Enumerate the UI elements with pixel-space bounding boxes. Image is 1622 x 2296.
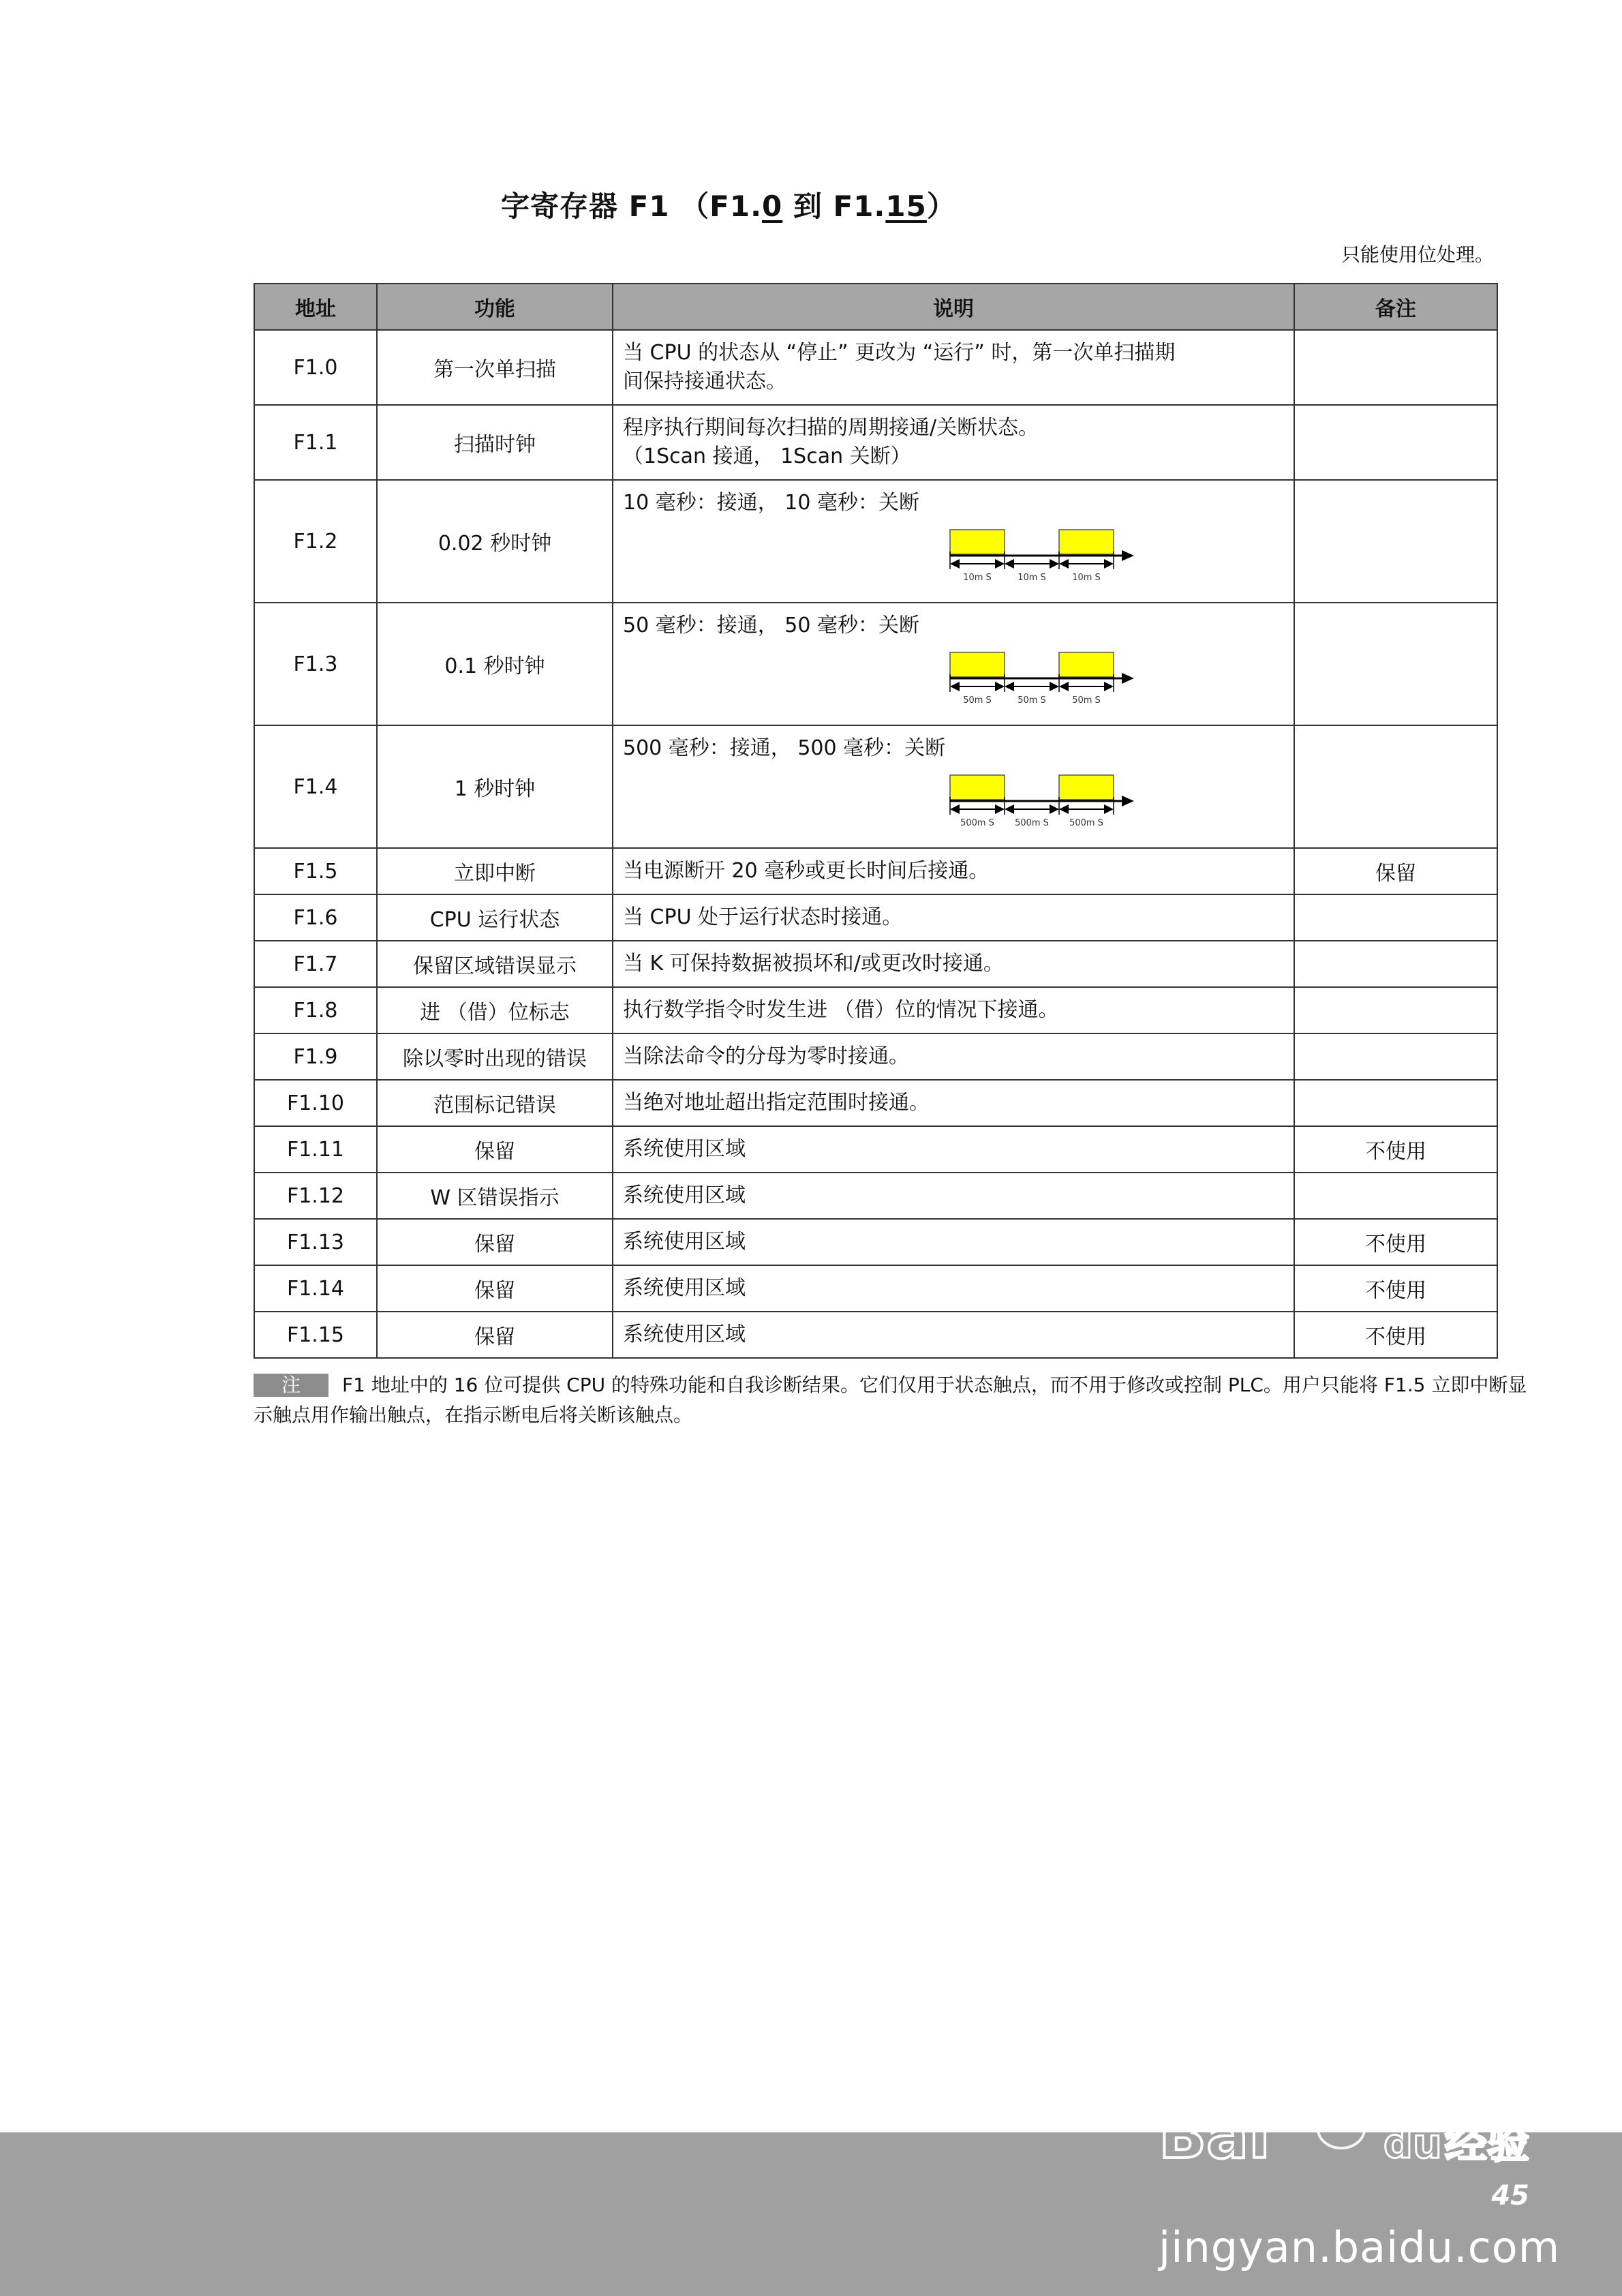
cell-remark bbox=[1294, 1080, 1497, 1126]
pulse-on bbox=[1059, 775, 1114, 800]
interval-arrow-icon bbox=[1059, 682, 1069, 691]
table-row bbox=[254, 1265, 1497, 1312]
cell-address: F1.0 bbox=[254, 330, 377, 405]
f1-register-table bbox=[254, 283, 1498, 1359]
interval-arrow-icon bbox=[1059, 804, 1069, 814]
cell-remark: 不使用 bbox=[1294, 1312, 1497, 1358]
cell-function: 扫描时钟 bbox=[377, 405, 613, 480]
baidu-jingyan-watermark-logo bbox=[1152, 2069, 1533, 2171]
table-row bbox=[254, 480, 1497, 603]
table-row bbox=[254, 941, 1497, 987]
desc-line: 程序执行期间每次扫描的周期接通/关断状态。 bbox=[623, 416, 1039, 440]
cell-function: 第一次单扫描 bbox=[377, 330, 613, 405]
interval-arrow-icon bbox=[1104, 559, 1114, 569]
cell-address: F1.14 bbox=[254, 1265, 377, 1312]
interval-arrow-icon bbox=[950, 804, 960, 814]
bit-only-note: 只能使用位处理。 bbox=[1341, 243, 1494, 266]
cell-function: 保留 bbox=[377, 1126, 613, 1173]
interval-label: 50m S bbox=[1072, 695, 1101, 706]
cell-remark: 不使用 bbox=[1294, 1126, 1497, 1173]
interval-arrow-icon bbox=[950, 559, 960, 569]
page-number: 45 bbox=[1491, 2180, 1529, 2211]
table-header-row bbox=[254, 284, 1497, 330]
interval-label: 500m S bbox=[1015, 818, 1049, 828]
cell-remark: 不使用 bbox=[1294, 1265, 1497, 1312]
cell-remark bbox=[1294, 894, 1497, 941]
cell-remark bbox=[1294, 330, 1497, 405]
table-row bbox=[254, 1219, 1497, 1265]
cell-description: 系统使用区域 bbox=[613, 1312, 1294, 1358]
cell-address: F1.1 bbox=[254, 405, 377, 480]
interval-label: 10m S bbox=[1072, 573, 1101, 583]
cell-address: F1.15 bbox=[254, 1312, 377, 1358]
cell-description: 系统使用区域 bbox=[613, 1265, 1294, 1312]
interval-arrow-icon bbox=[1104, 804, 1114, 814]
table-row bbox=[254, 330, 1497, 405]
table-row bbox=[254, 405, 1497, 480]
cell-description: 系统使用区域 bbox=[613, 1126, 1294, 1173]
table-row bbox=[254, 603, 1497, 725]
cell-description bbox=[613, 405, 1294, 480]
table-row bbox=[254, 1173, 1497, 1219]
desc-line: 当 CPU 的状态从 “停止” 更改为 “运行” 时，第一次单扫描期 bbox=[623, 341, 1176, 365]
desc-line: 500 毫秒：接通， 500 毫秒：关断 bbox=[623, 736, 946, 760]
interval-arrow-icon bbox=[1059, 559, 1069, 569]
cell-remark bbox=[1294, 941, 1497, 987]
cell-function: 进 （借）位标志 bbox=[377, 987, 613, 1033]
watermark-logo-text: Bai bbox=[1159, 2100, 1270, 2171]
desc-line: 间保持接通状态。 bbox=[623, 369, 786, 393]
paw-toe-icon bbox=[1353, 2084, 1373, 2109]
cell-function: 保留 bbox=[377, 1219, 613, 1265]
header-function: 功能 bbox=[377, 284, 613, 330]
clock-timing-diagram bbox=[947, 522, 1144, 583]
cell-remark: 保留 bbox=[1294, 848, 1497, 894]
interval-label: 10m S bbox=[963, 573, 992, 583]
cell-address: F1.6 bbox=[254, 894, 377, 941]
cell-description: 系统使用区域 bbox=[613, 1173, 1294, 1219]
desc-line: （1Scan 接通， 1Scan 关断） bbox=[623, 444, 911, 468]
cell-description bbox=[613, 725, 1294, 848]
cell-description bbox=[613, 330, 1294, 405]
table-row bbox=[254, 848, 1497, 894]
cell-remark bbox=[1294, 987, 1497, 1033]
time-axis-arrow-icon bbox=[1122, 673, 1134, 684]
interval-arrow-icon bbox=[1005, 682, 1014, 691]
table-row bbox=[254, 987, 1497, 1033]
cell-address: F1.5 bbox=[254, 848, 377, 894]
cell-address: F1.4 bbox=[254, 725, 377, 848]
header-description: 说明 bbox=[613, 284, 1294, 330]
interval-arrow-icon bbox=[995, 804, 1005, 814]
cell-description: 当除法命令的分母为零时接通。 bbox=[613, 1033, 1294, 1080]
cell-address: F1.2 bbox=[254, 480, 377, 603]
cell-function: 0.1 秒时钟 bbox=[377, 603, 613, 725]
table-row bbox=[254, 725, 1497, 848]
cell-description: 当 K 可保持数据被损坏和/或更改时接通。 bbox=[613, 941, 1294, 987]
interval-arrow-icon bbox=[1104, 682, 1114, 691]
cell-remark bbox=[1294, 1033, 1497, 1080]
watermark-logo-cn: 经验 bbox=[1445, 2118, 1530, 2168]
cell-function: 0.02 秒时钟 bbox=[377, 480, 613, 603]
interval-label: 500m S bbox=[960, 818, 994, 828]
desc-line: 10 毫秒：接通， 10 毫秒：关断 bbox=[623, 491, 919, 515]
clock-timing-diagram bbox=[947, 767, 1144, 828]
cell-description: 执行数学指令时发生进 （借）位的情况下接通。 bbox=[613, 987, 1294, 1033]
cell-remark bbox=[1294, 1173, 1497, 1219]
note-tag: 注 bbox=[254, 1374, 328, 1397]
cell-function: W 区错误指示 bbox=[377, 1173, 613, 1219]
table-row bbox=[254, 1312, 1497, 1358]
paw-toe-icon bbox=[1306, 2084, 1325, 2109]
cell-description: 当 CPU 处于运行状态时接通。 bbox=[613, 894, 1294, 941]
interval-arrow-icon bbox=[1050, 559, 1059, 569]
header-address: 地址 bbox=[254, 284, 377, 330]
interval-label: 10m S bbox=[1017, 573, 1046, 583]
pulse-on bbox=[1059, 652, 1114, 677]
cell-function: 除以零时出现的错误 bbox=[377, 1033, 613, 1080]
interval-arrow-icon bbox=[1005, 559, 1014, 569]
table-row bbox=[254, 894, 1497, 941]
cell-function: 保留区域错误显示 bbox=[377, 941, 613, 987]
cell-address: F1.11 bbox=[254, 1126, 377, 1173]
header-remark: 备注 bbox=[1294, 284, 1497, 330]
cell-remark bbox=[1294, 725, 1497, 848]
watermark-logo-text-du: du bbox=[1383, 2120, 1442, 2168]
cell-function: 范围标记错误 bbox=[377, 1080, 613, 1126]
cell-description bbox=[613, 480, 1294, 603]
interval-arrow-icon bbox=[1050, 804, 1059, 814]
paw-toe-icon bbox=[1330, 2076, 1349, 2100]
cell-remark bbox=[1294, 603, 1497, 725]
cell-address: F1.3 bbox=[254, 603, 377, 725]
pulse-on bbox=[950, 530, 1005, 554]
pulse-on bbox=[1059, 530, 1114, 554]
cell-function: 保留 bbox=[377, 1312, 613, 1358]
clock-timing-diagram bbox=[947, 644, 1144, 706]
watermark-url: jingyan.baidu.com bbox=[1159, 2222, 1561, 2272]
paw-pad-icon bbox=[1318, 2110, 1364, 2148]
time-axis-arrow-icon bbox=[1122, 550, 1134, 561]
interval-arrow-icon bbox=[1005, 804, 1014, 814]
interval-label: 50m S bbox=[963, 695, 992, 706]
cell-description: 当电源断开 20 毫秒或更长时间后接通。 bbox=[613, 848, 1294, 894]
table-row bbox=[254, 1033, 1497, 1080]
footnote bbox=[254, 1370, 1535, 1430]
cell-address: F1.9 bbox=[254, 1033, 377, 1080]
cell-function: 保留 bbox=[377, 1265, 613, 1312]
cell-remark bbox=[1294, 480, 1497, 603]
cell-address: F1.12 bbox=[254, 1173, 377, 1219]
interval-label: 500m S bbox=[1069, 818, 1103, 828]
page-title: 字寄存器 F1 （F1.0 到 F1.15） bbox=[501, 190, 956, 223]
cell-address: F1.10 bbox=[254, 1080, 377, 1126]
cell-function: CPU 运行状态 bbox=[377, 894, 613, 941]
interval-label: 50m S bbox=[1017, 695, 1046, 706]
cell-address: F1.8 bbox=[254, 987, 377, 1033]
interval-arrow-icon bbox=[1050, 682, 1059, 691]
interval-arrow-icon bbox=[950, 682, 960, 691]
cell-remark bbox=[1294, 405, 1497, 480]
interval-arrow-icon bbox=[995, 682, 1005, 691]
cell-address: F1.7 bbox=[254, 941, 377, 987]
interval-arrow-icon bbox=[995, 559, 1005, 569]
pulse-on bbox=[950, 652, 1005, 677]
cell-function: 立即中断 bbox=[377, 848, 613, 894]
table-row bbox=[254, 1126, 1497, 1173]
time-axis-arrow-icon bbox=[1122, 796, 1134, 806]
cell-description: 当绝对地址超出指定范围时接通。 bbox=[613, 1080, 1294, 1126]
cell-description bbox=[613, 603, 1294, 725]
cell-remark: 不使用 bbox=[1294, 1219, 1497, 1265]
note-text: F1 地址中的 16 位可提供 CPU 的特殊功能和自我诊断结果。它们仅用于状态触点，而不用于修改或控制 PLC。用户只能将 F1.5 立即中断显示触点用作输出触点，在指示断电后将关断该触点。 bbox=[254, 1374, 1527, 1426]
desc-line: 50 毫秒：接通， 50 毫秒：关断 bbox=[623, 614, 919, 637]
table-row bbox=[254, 1080, 1497, 1126]
pulse-on bbox=[950, 775, 1005, 800]
cell-description: 系统使用区域 bbox=[613, 1219, 1294, 1265]
cell-address: F1.13 bbox=[254, 1219, 377, 1265]
cell-function: 1 秒时钟 bbox=[377, 725, 613, 848]
